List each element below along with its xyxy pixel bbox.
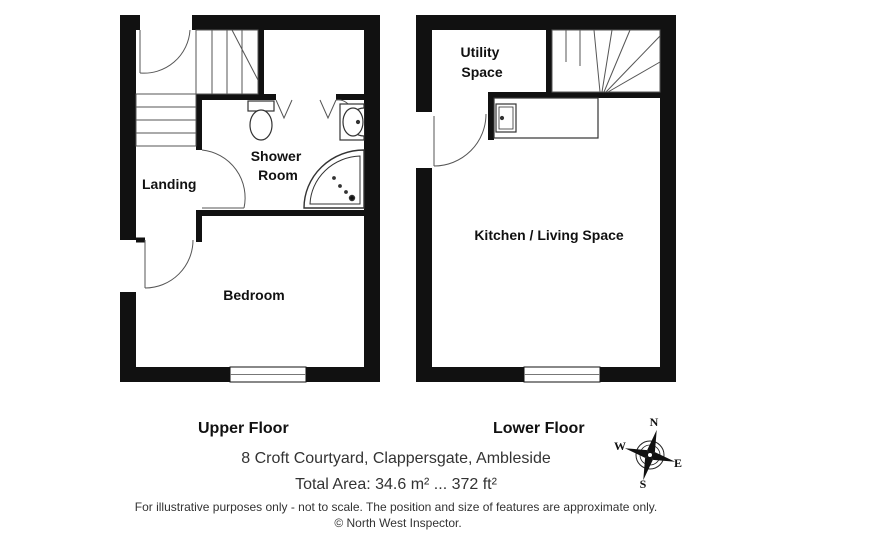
upper-floor-title: Upper Floor (198, 420, 289, 437)
copyright-text: © North West Inspector. (334, 516, 462, 530)
shower-tray (304, 150, 364, 208)
bedroom-label: Bedroom (223, 287, 285, 303)
kitchen-label: Kitchen / Living Space (474, 227, 624, 243)
disclaimer-text: For illustrative purposes only - not to scale. The position and size of features are approximate only. (134, 500, 658, 514)
upper-floor-plan (120, 15, 380, 382)
lower-floor-plan (416, 15, 676, 382)
landing-label: Landing (142, 176, 197, 192)
compass-south: S (639, 477, 647, 491)
shower-room-label-line2: Room (258, 167, 298, 183)
compass-north: N (649, 415, 659, 429)
kitchen-sink (494, 98, 598, 138)
utility-label-line1: Utility (460, 44, 500, 60)
upper-internal-walls (196, 30, 364, 242)
compass-west: W (614, 439, 626, 453)
property-address: 8 Croft Courtyard, Clappersgate, Ambleside (241, 450, 551, 467)
total-area: Total Area: 34.6 m² ... 372 ft² (295, 476, 497, 493)
compass-east: E (673, 456, 683, 470)
lower-staircase (552, 30, 660, 92)
basin (340, 104, 364, 140)
utility-label-line2: Space (461, 64, 503, 80)
lower-floor-title: Lower Floor (493, 420, 585, 437)
shower-room-label-line1: Shower (250, 148, 302, 164)
toilet (248, 101, 274, 140)
